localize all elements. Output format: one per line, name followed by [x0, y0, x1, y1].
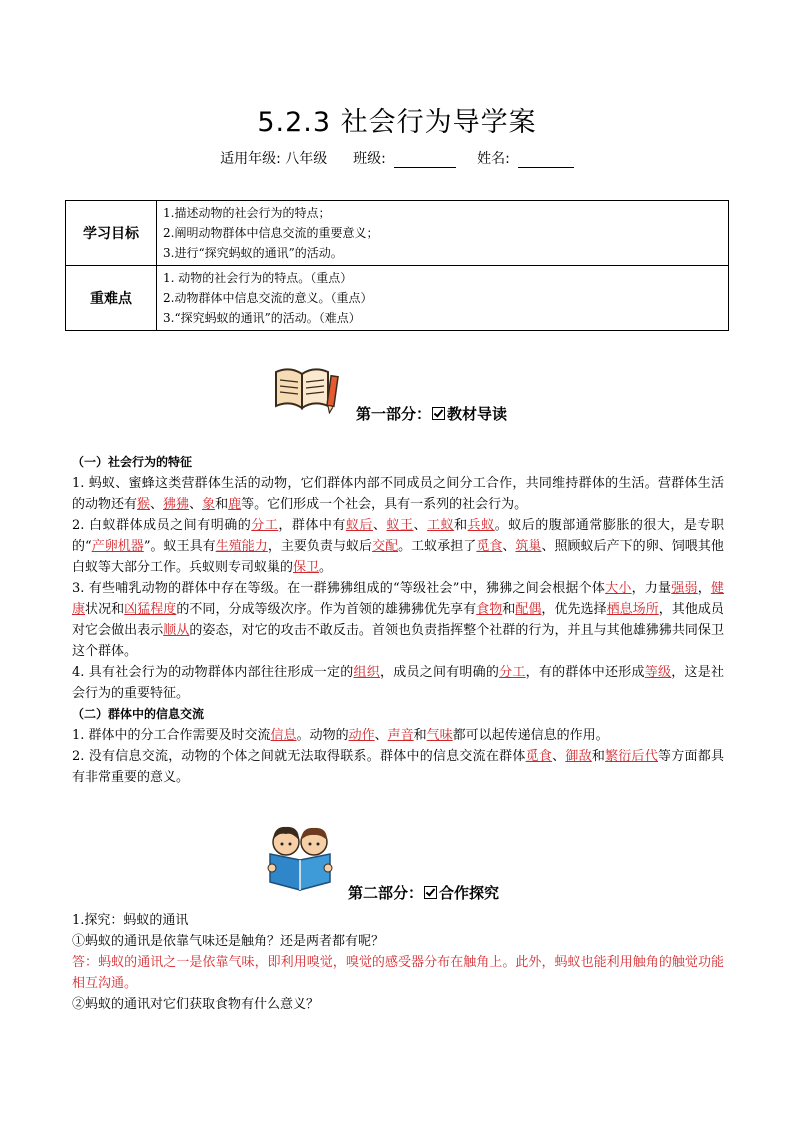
- name-blank: [518, 153, 574, 168]
- keyword: 气味: [426, 728, 453, 743]
- text: ”。蚁王具有: [143, 539, 216, 554]
- text: 和: [215, 497, 229, 512]
- text: 、: [413, 518, 428, 533]
- keyword: 栖息场所: [606, 602, 659, 617]
- keyword: 分工: [251, 518, 279, 533]
- keyword: 产卵机器: [91, 539, 144, 554]
- book-pencil-icon: [272, 364, 342, 414]
- keyword: 象: [202, 497, 216, 512]
- keyword: 动作: [348, 728, 375, 743]
- keyword: 蚁后: [345, 518, 373, 533]
- text: 。工蚁承担了: [398, 539, 477, 554]
- part2-heading-text: 第二部分：: [348, 884, 424, 902]
- text: 和: [454, 518, 468, 533]
- text: ，这是社会行为的重要特征。: [72, 665, 724, 701]
- text: 都可以起传递信息的作用。: [452, 728, 609, 743]
- part2-heading-tail: 合作探究: [439, 884, 500, 902]
- list-item: 3.“探究蚂蚁的通讯”的活动。（难点）: [163, 311, 361, 325]
- part1-heading-text: 第一部分：: [356, 405, 432, 423]
- keyword: 分工: [499, 665, 526, 680]
- text: 、: [189, 497, 203, 512]
- text: 。蚁后的腹部通常膨胀的很大，是专职的“: [72, 518, 724, 554]
- section-subtitle: （二）群体中的信息交流: [72, 707, 205, 721]
- class-label: 班级:: [353, 151, 386, 167]
- keyword: 强弱: [671, 581, 698, 596]
- keyword: 御敌: [565, 749, 592, 764]
- text: 3. 有些哺乳动物的群体中存在等级。在一群狒狒组成的“等级社会”中，狒狒之间会根据个体: [72, 581, 606, 596]
- text: 1. 蚂蚁、蜜蜂这类营群体生活的动物，它们群体内部不同成员之间分工合作，共同维持群体的生活。营群体生活的动物还有: [72, 476, 724, 512]
- kids-reading-icon: [262, 822, 338, 892]
- question-2: ②蚂蚁的通讯对它们获取食物有什么意义？: [72, 997, 320, 1012]
- list-item: 1.描述动物的社会行为的特点；: [163, 206, 331, 220]
- list-item: 1. 动物的社会行为的特点。（重点）: [163, 271, 353, 285]
- text: 1. 群体中的分工合作需要及时交流: [72, 728, 271, 743]
- list-item: 3.进行“探究蚂蚁的通讯”的活动。: [163, 246, 343, 260]
- keyword: 鹿: [228, 497, 242, 512]
- text: 2. 白蚁群体成员之间有明确的: [72, 518, 252, 533]
- text: 的姿态，对它的攻击不敢反击。首领也负责指挥整个社群的行为，并且与其他雄狒狒共同保卫这个群体。: [72, 623, 724, 659]
- keyword: 交配: [372, 539, 399, 554]
- text: 4. 具有社会行为的动物群体内部往往形成一定的: [72, 665, 354, 680]
- table-row: [66, 266, 729, 331]
- text: 、: [552, 749, 566, 764]
- row-label: 学习目标: [66, 201, 157, 266]
- grade-label: 适用年级: 八年级: [220, 151, 328, 167]
- keyword: 猴: [137, 497, 151, 512]
- table-row: [66, 201, 729, 266]
- keyword: 生殖能力: [215, 539, 268, 554]
- text: 、: [372, 518, 387, 533]
- list-item: 2.动物群体中信息交流的意义。（重点）: [163, 291, 373, 305]
- keyword: 工蚁: [427, 518, 455, 533]
- keyword: 大小: [605, 581, 632, 596]
- page-title: 5.2.3 社会行为导学案: [257, 107, 537, 138]
- text: 、: [150, 497, 164, 512]
- row-label: 重难点: [66, 266, 157, 331]
- text: 、照顾蚁后产下的卵、饲喂其他白蚁等大部分工作。兵蚁则专司蚁巢的: [72, 539, 724, 575]
- text: 和: [502, 602, 516, 617]
- keyword: 筑巢: [515, 539, 542, 554]
- text: ，其他成员对它会做出表示: [72, 602, 724, 638]
- text: ，主要负责与蚁后: [267, 539, 373, 554]
- paragraph-2: [72, 515, 724, 578]
- text: ，优先选择: [541, 602, 607, 617]
- text: 、: [374, 728, 388, 743]
- keyword: 信息: [270, 728, 297, 743]
- keyword: 配偶: [515, 602, 542, 617]
- text: 。动物的: [296, 728, 349, 743]
- keyword: 狒狒: [163, 497, 190, 512]
- list-item: 2.阐明动物群体中信息交流的重要意义；: [163, 226, 379, 240]
- keyword: 顺从: [163, 623, 190, 638]
- keyword: 繁衍后代: [605, 749, 659, 764]
- part1-heading: [356, 403, 507, 424]
- keyword: 健康: [72, 581, 724, 617]
- keyword: 食物: [476, 602, 503, 617]
- name-label: 姓名:: [477, 151, 510, 167]
- paragraph-5: [72, 725, 724, 746]
- checkbox-icon: [432, 407, 445, 420]
- answer-1: 答：蚂蚁的通讯之一是依靠气味，即利用嗅觉，嗅觉的感受器分布在触角上。此外，蚂蚁也能利用触角的触觉功能相互沟通。: [72, 955, 724, 991]
- text: ，: [697, 581, 711, 596]
- text: ，群体中有: [278, 518, 346, 533]
- question-1: ①蚂蚁的通讯是依靠气味还是触角？还是两者都有呢？: [72, 934, 385, 949]
- question-title: 1.探究：蚂蚁的通讯: [72, 913, 189, 928]
- text: ，力量: [631, 581, 672, 596]
- text: 状况和: [85, 602, 125, 617]
- keyword: 兵蚁: [467, 518, 495, 533]
- text: 等。它们形成一个社会，具有一系列的社会行为。: [241, 497, 528, 512]
- class-blank: [394, 153, 456, 168]
- keyword: 觅食: [476, 539, 503, 554]
- keyword: 组织: [353, 665, 380, 680]
- goals-table: [65, 200, 729, 331]
- keyword: 声音: [387, 728, 414, 743]
- text: 等方面都具有非常重要的意义。: [72, 749, 724, 785]
- text: ，有的群体中还形成: [525, 665, 645, 680]
- text: ，成员之间有明确的: [380, 665, 500, 680]
- section-subtitle: （一）社会行为的特征: [72, 455, 193, 469]
- keyword: 蚁王: [386, 518, 414, 533]
- text: 和: [591, 749, 606, 764]
- checkbox-icon: [424, 886, 437, 899]
- keyword: 保卫: [293, 560, 320, 575]
- keyword: 觅食: [525, 749, 553, 764]
- keyword: 等级: [644, 665, 672, 680]
- text: 和: [413, 728, 427, 743]
- part1-heading-tail: 教材导读: [447, 405, 508, 423]
- paragraph-1: [72, 473, 724, 515]
- paragraph-3: [72, 578, 724, 662]
- row-content: [157, 266, 729, 331]
- part1-body: [72, 452, 724, 788]
- part2-body: [72, 910, 724, 1015]
- row-content: [157, 201, 729, 266]
- meta-line: [0, 148, 794, 168]
- paragraph-4: [72, 662, 724, 704]
- keyword: 凶猛程度: [124, 602, 177, 617]
- part2-heading: [348, 882, 499, 903]
- text: 、: [502, 539, 516, 554]
- text: 的不同，分成等级次序。作为首领的雄狒狒优先享有: [176, 602, 477, 617]
- text: 。: [319, 560, 333, 575]
- paragraph-6: [72, 746, 724, 788]
- text: 2. 没有信息交流，动物的个体之间就无法取得联系。群体中的信息交流在群体: [72, 749, 526, 764]
